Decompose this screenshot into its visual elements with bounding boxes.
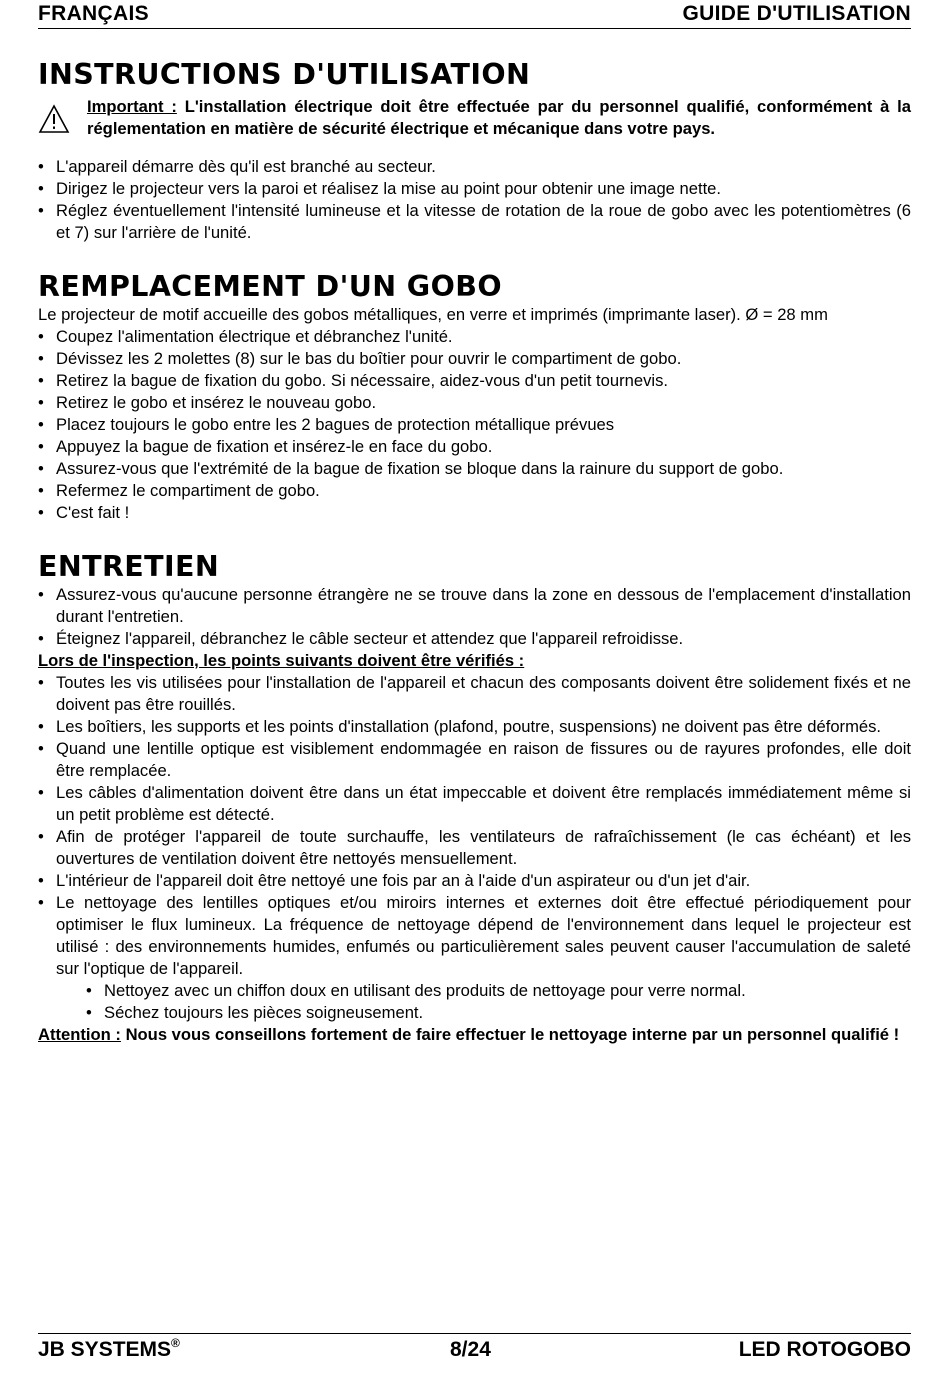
section-title-maintenance: ENTRETIEN (38, 550, 220, 583)
list-item: • Afin de protéger l'appareil de toute surchauffe, les ventilateurs de rafraîchissement (le cas échéant) et les ouvertures de ventilation doivent être nettoyés mensuellement. (38, 826, 911, 870)
list-item: • Assurez-vous que l'extrémité de la bague de fixation se bloque dans la rainure du support de gobo. (38, 458, 911, 480)
maintenance-list-a (38, 584, 911, 650)
attention-note (38, 1024, 911, 1046)
list-item: • Placez toujours le gobo entre les 2 bagues de protection métallique prévues (38, 414, 911, 436)
inspection-list (38, 672, 911, 980)
list-item: • Séchez toujours les pièces soigneusement. (86, 1002, 911, 1024)
list-item: • Éteignez l'appareil, débranchez le câble secteur et attendez que l'appareil refroidisse. (38, 628, 911, 650)
list-item: • Appuyez la bague de fixation et insérez-le en face du gobo. (38, 436, 911, 458)
section-title-gobo: REMPLACEMENT D'UN GOBO (38, 270, 502, 303)
header-language: FRANÇAIS (38, 2, 149, 25)
registered-mark: ® (171, 1336, 180, 1350)
list-item: • Le nettoyage des lentilles optiques et/ou miroirs internes et externes doit être effectué périodiquement pour optimiser le flux lumineux. La fréquence de nettoyage dépend de l'environnement dans lequel le projecteur est utilisé : des environnements humides, enfumés ou particulièrement sales peuvent causer l'accumulation de saleté sur l'optique de l'appareil. (38, 892, 911, 980)
inspection-heading: Lors de l'inspection, les points suivants doivent être vérifiés : (38, 651, 525, 670)
list-item: • Retirez la bague de fixation du gobo. Si nécessaire, aidez-vous d'un petit tournevis. (38, 370, 911, 392)
important-warning (38, 96, 911, 140)
footer-product: LED ROTOGOBO (738, 1338, 911, 1361)
page-number: 8/24 (450, 1338, 491, 1361)
page-content (38, 58, 911, 1046)
page-footer (38, 1333, 911, 1366)
warning-triangle-icon (38, 104, 70, 134)
list-item: • Quand une lentille optique est visiblement endommagée en raison de fissures ou de rayures profondes, elle doit être remplacée. (38, 738, 911, 782)
attention-label: Attention : (38, 1025, 121, 1044)
page-header (38, 2, 911, 29)
footer-brand (38, 1338, 180, 1362)
list-item: • Assurez-vous qu'aucune personne étrangère ne se trouve dans la zone en dessous de l'emplacement d'installation durant l'entretien. (38, 584, 911, 628)
list-item: • Toutes les vis utilisées pour l'installation de l'appareil et chacun des composants doivent être solidement fixés et ne doivent pas être rouillés. (38, 672, 911, 716)
list-item: • Les boîtiers, les supports et les points d'installation (plafond, poutre, suspensions) ne doivent pas être déformés. (38, 716, 911, 738)
list-item: • Retirez le gobo et insérez le nouveau gobo. (38, 392, 911, 414)
list-item: • L'intérieur de l'appareil doit être nettoyé une fois par an à l'aide d'un aspirateur ou d'un jet d'air. (38, 870, 911, 892)
attention-text: Nous vous conseillons fortement de faire effectuer le nettoyage interne par un personnel qualifié ! (120, 1025, 900, 1044)
header-doc-title: GUIDE D'UTILISATION (682, 2, 911, 25)
list-item: • Réglez éventuellement l'intensité lumineuse et la vitesse de rotation de la roue de gobo avec les potentiomètres (6 et 7) sur l'arrière de l'unité. (38, 200, 911, 244)
section-title-instructions: INSTRUCTIONS D'UTILISATION (38, 58, 531, 91)
list-item: • Coupez l'alimentation électrique et débranchez l'unité. (38, 326, 911, 348)
list-item: • C'est fait ! (38, 502, 911, 524)
list-item: • Dévissez les 2 molettes (8) sur le bas du boîtier pour ouvrir le compartiment de gobo. (38, 348, 911, 370)
warning-text: L'installation électrique doit être effectuée par du personnel qualifié, conformément à la réglementation en matière de sécurité électrique et mécanique dans votre pays. (87, 97, 911, 138)
cleaning-sub-list (38, 980, 911, 1024)
list-item: • Les câbles d'alimentation doivent être dans un état impeccable et doivent être remplacés immédiatement même si un petit problème est détecté. (38, 782, 911, 826)
gobo-steps-list (38, 326, 911, 524)
instructions-list (38, 156, 911, 244)
warning-label: Important : (87, 97, 177, 116)
list-item: • Refermez le compartiment de gobo. (38, 480, 911, 502)
gobo-intro: Le projecteur de motif accueille des gobos métalliques, en verre et imprimés (imprimante laser). Ø = 28 mm (38, 305, 828, 324)
footer-brand-name: JB SYSTEMS (38, 1338, 172, 1361)
list-item: • Nettoyez avec un chiffon doux en utilisant des produits de nettoyage pour verre normal. (86, 980, 911, 1002)
list-item: • L'appareil démarre dès qu'il est branché au secteur. (38, 156, 911, 178)
list-item: • Dirigez le projecteur vers la paroi et réalisez la mise au point pour obtenir une image nette. (38, 178, 911, 200)
